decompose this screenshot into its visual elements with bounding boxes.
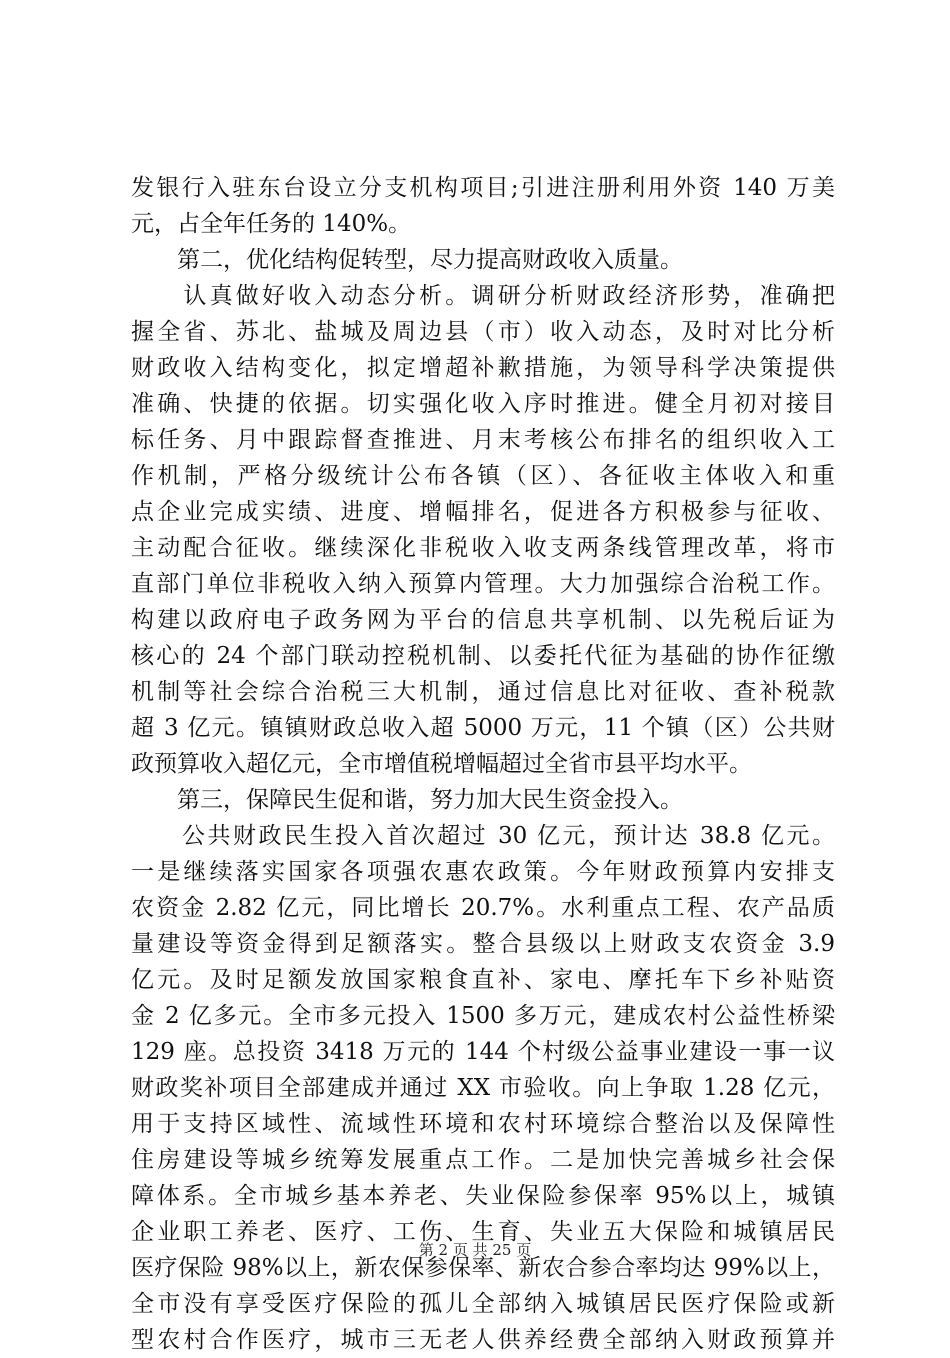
- text-line: 准确、快捷的依据。切实强化收入序时推进。健全月初对接目: [131, 391, 835, 417]
- text-line: 型农村合作医疗，城市三无老人供养经费全部纳入财政预算并: [131, 1327, 835, 1353]
- document-body: [131, 170, 835, 1358]
- text-line: 129 座。总投资 3418 万元的 144 个村级公益事业建设一事一议: [131, 1039, 835, 1065]
- text-line: 发银行入驻东台设立分支机构项目;引进注册利用外资 140 万美: [131, 175, 835, 201]
- text-line: 金 2 亿多元。全市多元投入 1500 多万元，建成农村公益性桥梁: [131, 1003, 835, 1029]
- text-line: 公共财政民生投入首次超过 30 亿元，预计达 38.8 亿元。: [131, 823, 835, 849]
- text-line: 主动配合征收。继续深化非税收入收支两条线管理改革，将市: [131, 535, 835, 561]
- text-line: 元，占全年任务的 140%。: [131, 211, 412, 237]
- section-heading: 第三，保障民生促和谐，努力加大民生资金投入。: [131, 787, 683, 813]
- text-line: 政预算收入超亿元，全市增值税增幅超过全省市县平均水平。: [131, 751, 752, 777]
- text-line: 机制等社会综合治税三大机制，通过信息比对征收、查补税款: [131, 679, 835, 705]
- text-line: 超 3 亿元。镇镇财政总收入超 5000 万元，11 个镇（区）公共财: [131, 715, 835, 741]
- section-heading: 第二，优化结构促转型，尽力提高财政收入质量。: [131, 247, 683, 273]
- text-line: 构建以政府电子政务网为平台的信息共享机制、以先税后证为: [131, 607, 835, 633]
- text-line: 亿元。及时足额发放国家粮食直补、家电、摩托车下乡补贴资: [131, 967, 835, 993]
- text-line: 标任务、月中跟踪督查推进、月末考核公布排名的组织收入工: [131, 427, 835, 453]
- text-line: 农资金 2.82 亿元，同比增长 20.7%。水利重点工程、农产品质: [131, 895, 835, 921]
- text-line: 握全省、苏北、盐城及周边县（市）收入动态，及时对比分析: [131, 319, 835, 345]
- text-line: 用于支持区域性、流域性环境和农村环境综合整治以及保障性: [131, 1111, 835, 1137]
- text-line: 住房建设等城乡统筹发展重点工作。二是加快完善城乡社会保: [131, 1147, 835, 1173]
- text-line: 量建设等资金得到足额落实。整合县级以上财政支农资金 3.9: [131, 931, 835, 957]
- text-line: 一是继续落实国家各项强农惠农政策。今年财政预算内安排支: [131, 859, 835, 885]
- text-line: 核心的 24 个部门联动控税机制、以委托代征为基础的协作征缴: [131, 643, 835, 669]
- text-line: 认真做好收入动态分析。调研分析财政经济形势，准确把: [131, 283, 835, 309]
- text-line: 企业职工养老、医疗、工伤、生育、失业五大保险和城镇居民: [131, 1219, 835, 1245]
- text-line: 财政收入结构变化，拟定增超补歉措施，为领导科学决策提供: [131, 355, 835, 381]
- text-line: 点企业完成实绩、进度、增幅排名，促进各方积极参与征收、: [131, 499, 835, 525]
- text-line: 作机制，严格分级统计公布各镇（区）、各征收主体收入和重: [131, 463, 835, 489]
- text-line: 全市没有享受医疗保险的孤儿全部纳入城镇居民医疗保险或新: [131, 1291, 835, 1317]
- text-line: 障体系。全市城乡基本养老、失业保险参保率 95%以上，城镇: [131, 1183, 835, 1209]
- text-line: 医疗保险 98%以上，新农保参保率、新农合参合率均达 99%以上，: [131, 1255, 835, 1281]
- text-line: 财政奖补项目全部建成并通过 XX 市验收。向上争取 1.28 亿元，: [131, 1075, 835, 1101]
- page-number-footer: 第 2 页 共 25 页: [418, 1241, 532, 1259]
- text-line: 直部门单位非税收入纳入预算内管理。大力加强综合治税工作。: [131, 571, 835, 597]
